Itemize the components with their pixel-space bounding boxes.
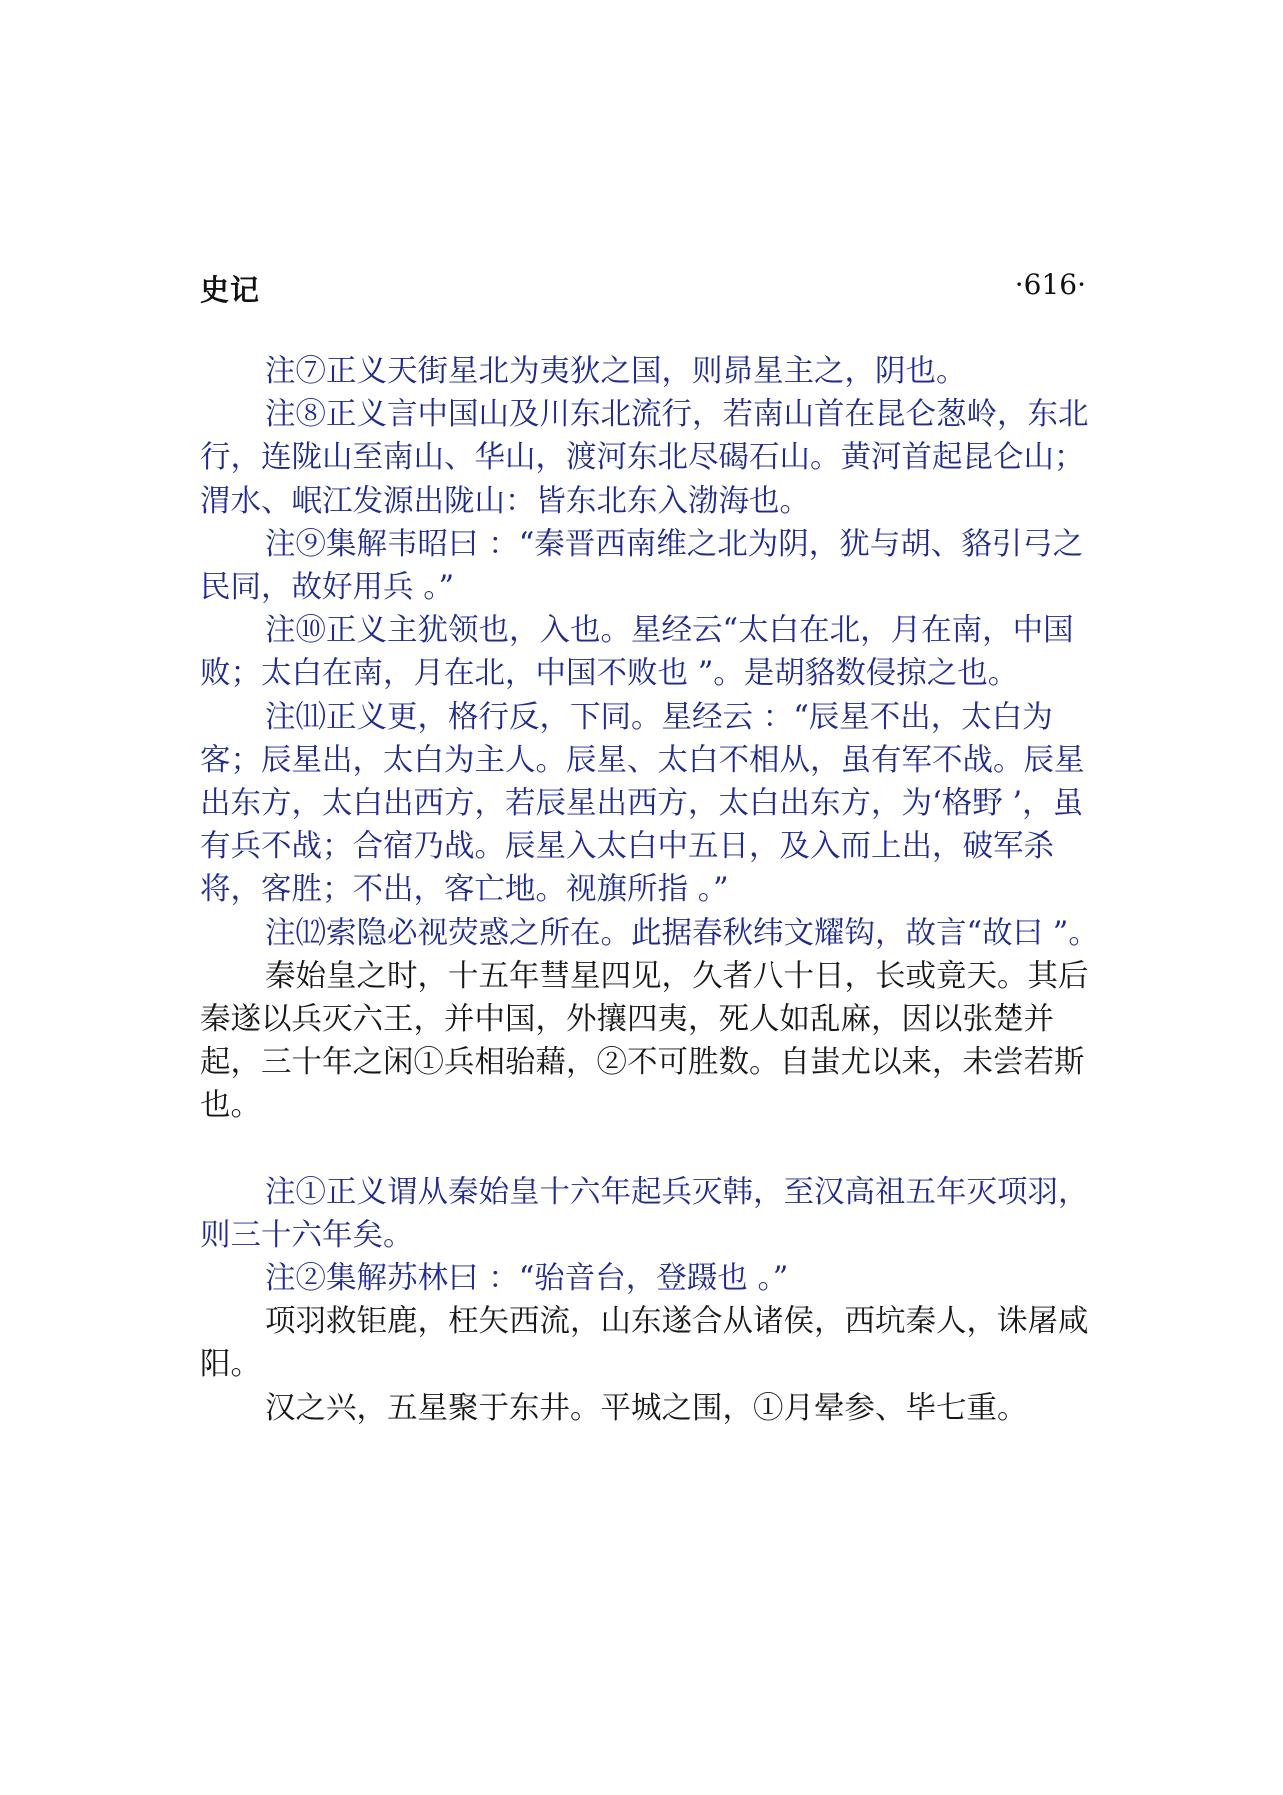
page-number: ·616· — [1014, 268, 1086, 301]
body-paragraph: 项羽救钜鹿，枉矢西流，山东遂合从诸侯，西坑秦人，诛屠咸阳。 — [200, 1304, 1089, 1383]
annotation-paragraph: 注⑨集解韦昭曰 ：“秦晋西南维之北为阴，犹与胡、貉引弓之民同，故好用兵 。” — [200, 526, 1084, 606]
annotation-paragraph: 注②集解苏林曰 ：“骀音台，登蹑也 。” — [265, 1261, 789, 1297]
page-body — [200, 350, 1105, 1430]
annotation-paragraph: 注⑦正义天街星北为夷狄之国，则昴星主之，阴也。 — [265, 354, 967, 389]
annotation-paragraph: 注⑾正义更，格行反，下同。星经云 ：“辰星不出，太白为客；辰星出，太白为主人。辰星、太白不相从，虽有军不战。辰星出东方，太白出西方，若辰星出西方，太白出东方，为‘格野 ’，虽有兵不战；合宿乃战。辰星入太白中五日，及入而上出，破军杀将，客胜；不出，客亡地。视旗所指 。” — [200, 699, 1085, 908]
annotation-paragraph: 注⑿索隐必视荧惑之所在。此据春秋纬文耀钩，故言“故曰 ”。 — [265, 915, 1099, 951]
body-paragraph: 汉之兴，五星聚于东井。平城之围，①月晕参、毕七重。 — [265, 1390, 1028, 1426]
annotation-paragraph: 注⑧正义言中国山及川东北流行，若南山首在昆仑葱岭，东北行，连陇山至南山、华山，渡河东北尽碣石山。黄河首起昆仑山；渭水、岷江发源出陇山：皆东北东入渤海也。 — [200, 397, 1089, 519]
annotation-paragraph: 注⑩正义主犹领也，入也。星经云“太白在北，月在南，中国败；太白在南，月在北，中国不败也 ”。是胡貉数侵掠之也。 — [200, 613, 1074, 692]
body-paragraph: 秦始皇之时，十五年彗星四见，久者八十日，长或竟天。其后秦遂以兵灭六王，并中国，外攘四夷，死人如乱麻，因以张楚并起，三十年之闲①兵相骀藉，②不可胜数。自蚩尤以来，未尝若斯也。 — [200, 958, 1089, 1124]
book-title: 史记 — [200, 273, 261, 307]
paragraph-spacer — [200, 1128, 1105, 1171]
annotation-paragraph: 注①正义谓从秦始皇十六年起兵灭韩，至汉高祖五年灭项羽，则三十六年矣。 — [200, 1174, 1089, 1253]
page-header — [200, 268, 1086, 308]
